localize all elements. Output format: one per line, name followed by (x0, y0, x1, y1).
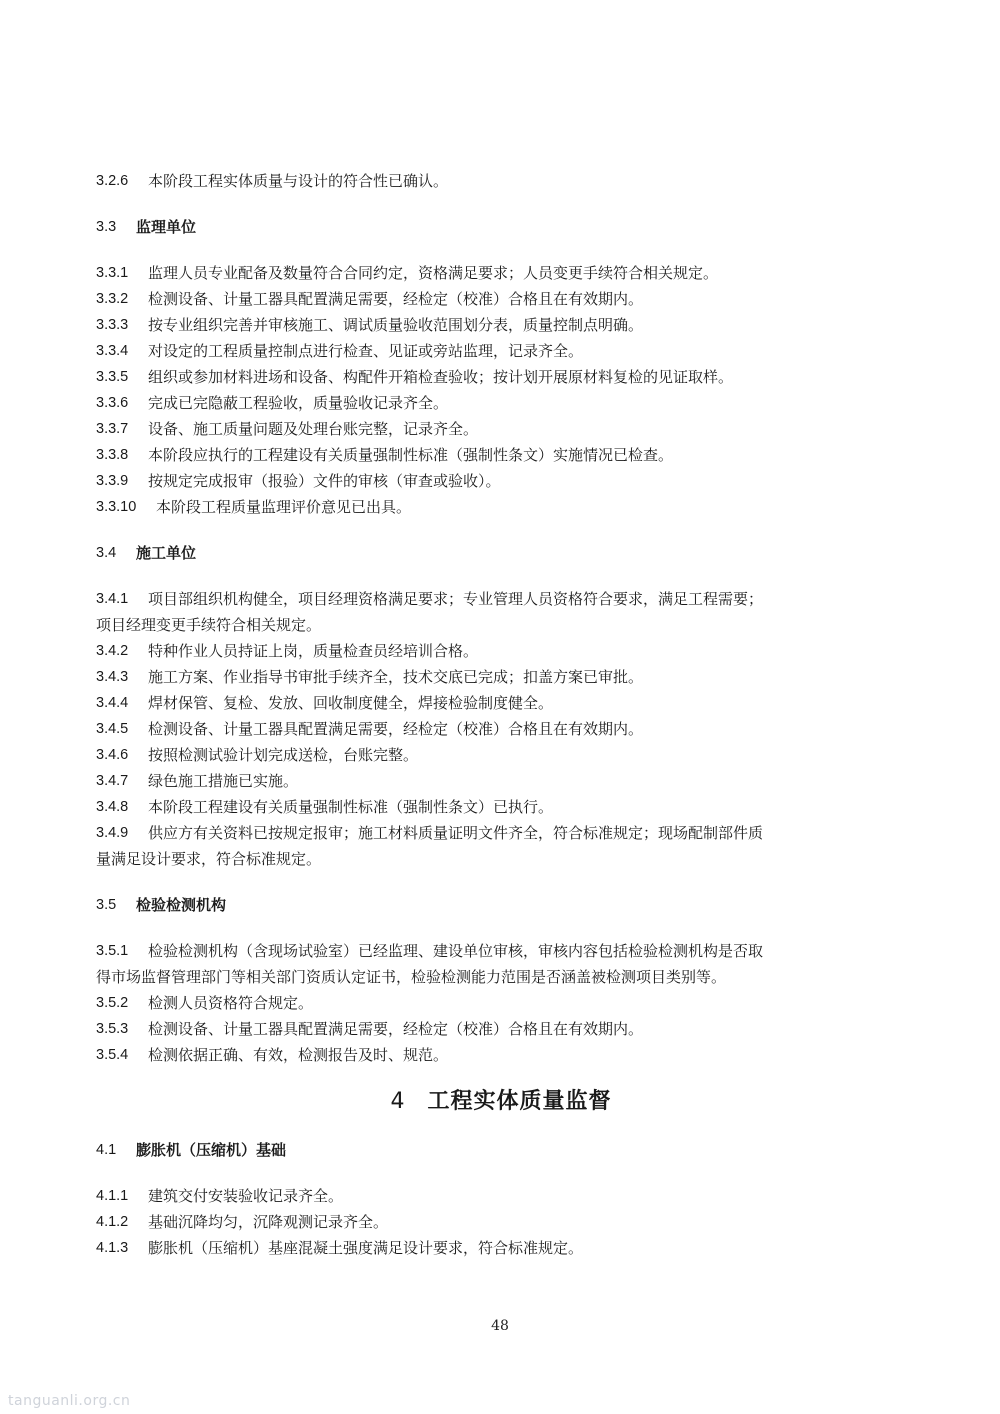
clause-3-3-3 (96, 312, 906, 338)
section-heading-3-5 (96, 892, 906, 918)
clause-3-4-5 (96, 716, 906, 742)
section-title: 检验检测机构 (136, 896, 227, 914)
clause-text-line2: 得市场监督管理部门等相关部门资质认定证书，检验检测能力范围是否涵盖被检测项目类别等。 (96, 968, 727, 986)
clause-3-5-2 (96, 990, 906, 1016)
clause-number: 3.3.6 (96, 395, 129, 411)
clause-text-line1: 供应方有关资料已按规定报审；施工材料质量证明文件齐全，符合标准规定；现场配制部件质 (148, 824, 764, 842)
clause-3-4-1 (96, 586, 906, 612)
clause-number: 3.3.3 (96, 317, 129, 333)
clause-text: 本阶段工程实体质量与设计的符合性已确认。 (148, 172, 449, 190)
clause-text: 按专业组织完善并审核施工、调试质量验收范围划分表，质量控制点明确。 (148, 316, 644, 334)
clause-text: 设备、施工质量问题及处理台账完整，记录齐全。 (148, 420, 479, 438)
clause-number: 3.3.7 (96, 421, 129, 437)
clause-text: 本阶段工程质量监理评价意见已出具。 (156, 498, 412, 516)
clause-text: 绿色施工措施已实施。 (148, 772, 299, 790)
section-number: 3.5 (96, 897, 117, 913)
clause-3-4-4 (96, 690, 906, 716)
clause-number: 3.3.9 (96, 473, 129, 489)
clause-3-4-8 (96, 794, 906, 820)
clause-3-5-1-continuation (96, 964, 906, 990)
chapter-number: 4 (390, 1089, 406, 1114)
clause-text: 检测设备、计量工器具配置满足需要，经检定（校准）合格且在有效期内。 (148, 1020, 644, 1038)
clause-number: 3.3.5 (96, 369, 129, 385)
clause-3-4-9-continuation (96, 846, 906, 872)
clause-text-line2: 项目经理变更手续符合相关规定。 (96, 616, 322, 634)
section-heading-4-1 (96, 1137, 906, 1163)
clause-text: 本阶段工程建设有关质量强制性标准（强制性条文）已执行。 (148, 798, 554, 816)
clause-number: 3.5.3 (96, 1021, 129, 1037)
clause-3-3-10 (96, 494, 906, 520)
clause-number: 3.5.2 (96, 995, 129, 1011)
clause-number: 3.5.1 (96, 943, 129, 959)
clause-number: 3.3.4 (96, 343, 129, 359)
section-number: 4.1 (96, 1142, 117, 1158)
clause-number: 3.4.5 (96, 721, 129, 737)
section-number: 3.3 (96, 219, 117, 235)
clause-3-5-3 (96, 1016, 906, 1042)
document-body (96, 168, 906, 1261)
clause-3-5-4 (96, 1042, 906, 1068)
clause-number: 3.3.10 (96, 499, 137, 515)
clause-number: 3.4.2 (96, 643, 129, 659)
clause-text: 按照检测试验计划完成送检，台账完整。 (148, 746, 419, 764)
clause-number: 3.4.6 (96, 747, 129, 763)
clause-text: 组织或参加材料进场和设备、构配件开箱检查验收；按计划开展原材料复检的见证取样。 (148, 368, 734, 386)
clause-3-4-3 (96, 664, 906, 690)
clause-3-2-6 (96, 168, 906, 194)
clause-number: 3.4.3 (96, 669, 129, 685)
clause-text: 焊材保管、复检、发放、回收制度健全，焊接检验制度健全。 (148, 694, 554, 712)
section-title: 施工单位 (136, 544, 197, 562)
clause-number: 3.4.8 (96, 799, 129, 815)
clause-text: 监理人员专业配备及数量符合合同约定，资格满足要求；人员变更手续符合相关规定。 (148, 264, 719, 282)
clause-number: 4.1.2 (96, 1214, 129, 1230)
clause-text: 膨胀机（压缩机）基座混凝土强度满足设计要求，符合标准规定。 (148, 1239, 584, 1257)
section-heading-3-4 (96, 540, 906, 566)
clause-text: 按规定完成报审（报验）文件的审核（审查或验收）。 (148, 472, 501, 490)
watermark: tanguanli.org.cn (8, 1393, 131, 1409)
clause-number: 4.1.3 (96, 1240, 129, 1256)
chapter-heading-4 (96, 1084, 906, 1115)
section-heading-3-3 (96, 214, 906, 240)
clause-text: 特种作业人员持证上岗，质量检查员经培训合格。 (148, 642, 479, 660)
clause-3-3-5 (96, 364, 906, 390)
clause-text-line1: 项目部组织机构健全，项目经理资格满足要求；专业管理人员资格符合要求，满足工程需要； (148, 590, 764, 608)
clause-3-3-8 (96, 442, 906, 468)
clause-number: 3.4.9 (96, 825, 129, 841)
clause-number: 3.5.4 (96, 1047, 129, 1063)
clause-number: 3.4.7 (96, 773, 129, 789)
clause-3-4-6 (96, 742, 906, 768)
clause-3-4-7 (96, 768, 906, 794)
clause-text-line1: 检验检测机构（含现场试验室）已经监理、建设单位审核，审核内容包括检验检测机构是否取 (148, 942, 764, 960)
clause-number: 3.3.8 (96, 447, 129, 463)
clause-text: 检测设备、计量工器具配置满足需要，经检定（校准）合格且在有效期内。 (148, 290, 644, 308)
clause-text: 建筑交付安装验收记录齐全。 (148, 1187, 344, 1205)
section-title: 膨胀机（压缩机）基础 (136, 1141, 287, 1159)
clause-3-3-7 (96, 416, 906, 442)
clause-4-1-1 (96, 1183, 906, 1209)
clause-text: 检测设备、计量工器具配置满足需要，经检定（校准）合格且在有效期内。 (148, 720, 644, 738)
clause-3-3-1 (96, 260, 906, 286)
chapter-title: 工程实体质量监督 (427, 1089, 612, 1114)
clause-4-1-3 (96, 1235, 906, 1261)
clause-number: 3.4.4 (96, 695, 129, 711)
clause-text: 完成已完隐蔽工程验收，质量验收记录齐全。 (148, 394, 449, 412)
clause-text: 本阶段应执行的工程建设有关质量强制性标准（强制性条文）实施情况已检查。 (148, 446, 674, 464)
clause-text: 检测依据正确、有效，检测报告及时、规范。 (148, 1046, 449, 1064)
clause-3-4-2 (96, 638, 906, 664)
clause-text: 施工方案、作业指导书审批手续齐全，技术交底已完成；扣盖方案已审批。 (148, 668, 644, 686)
clause-text-line2: 量满足设计要求，符合标准规定。 (96, 850, 322, 868)
clause-number: 4.1.1 (96, 1188, 129, 1204)
section-number: 3.4 (96, 545, 117, 561)
clause-3-4-9 (96, 820, 906, 846)
clause-3-3-9 (96, 468, 906, 494)
clause-number: 3.4.1 (96, 591, 129, 607)
clause-3-3-2 (96, 286, 906, 312)
clause-3-5-1 (96, 938, 906, 964)
clause-3-3-6 (96, 390, 906, 416)
section-title: 监理单位 (136, 218, 197, 236)
page-number: 48 (491, 1318, 509, 1334)
clause-number: 3.3.2 (96, 291, 129, 307)
clause-4-1-2 (96, 1209, 906, 1235)
clause-number: 3.3.1 (96, 265, 129, 281)
clause-3-4-1-continuation (96, 612, 906, 638)
clause-3-3-4 (96, 338, 906, 364)
clause-number: 3.2.6 (96, 173, 129, 189)
clause-text: 检测人员资格符合规定。 (148, 994, 314, 1012)
clause-text: 基础沉降均匀，沉降观测记录齐全。 (148, 1213, 389, 1231)
clause-text: 对设定的工程质量控制点进行检查、见证或旁站监理，记录齐全。 (148, 342, 584, 360)
